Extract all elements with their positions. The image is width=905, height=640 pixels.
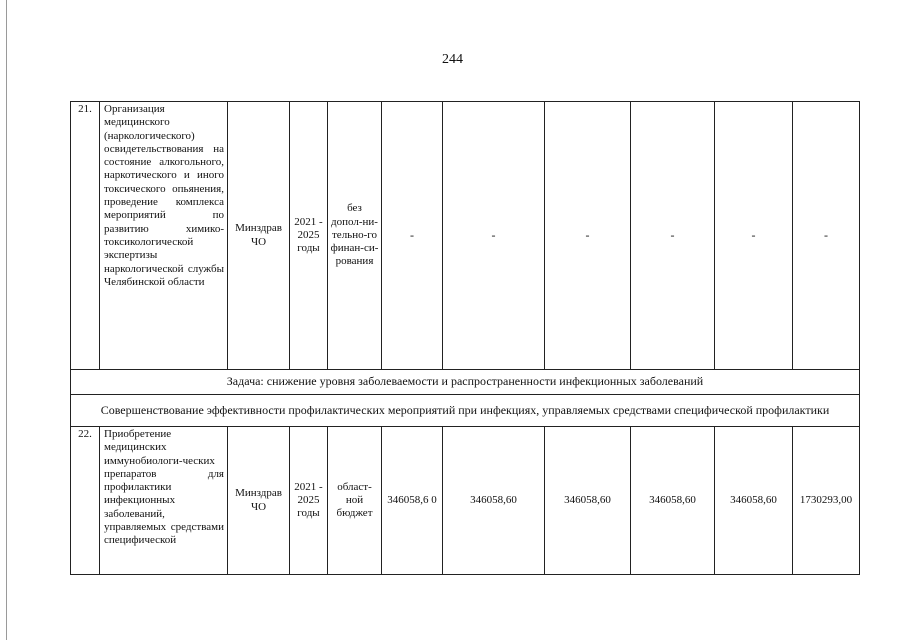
amount-cell: 346058,60 xyxy=(443,427,545,575)
period: 2021 - 2025 годы xyxy=(290,427,328,575)
task-header-row xyxy=(71,370,860,395)
program-table xyxy=(70,101,860,575)
page-number: 244 xyxy=(442,52,463,67)
amount-cell: - xyxy=(382,102,443,370)
amount-cell: 346058,6 0 xyxy=(382,427,443,575)
table-row xyxy=(71,427,860,575)
row-number: 21. xyxy=(71,102,100,370)
amount-cell: 346058,60 xyxy=(631,427,715,575)
activity-name: Организация медицинского (наркологического) освидетельствования на состояние алкогольного, наркотического и иного токсического опьянения, проведение комплекса мероприятий по развитию химико-токсикологической экспертизы наркологической службы Челябинской области xyxy=(100,102,228,370)
amount-cell: 346058,60 xyxy=(545,427,631,575)
table-row xyxy=(71,102,860,370)
period: 2021 - 2025 годы xyxy=(290,102,328,370)
amount-cell: 346058,60 xyxy=(715,427,793,575)
subtask-header-row xyxy=(71,395,860,427)
row-number: 22. xyxy=(71,427,100,575)
funding-source: област-ной бюджет xyxy=(328,427,382,575)
funding-source: без допол-ни-тельно-го финан-си-рования xyxy=(328,102,382,370)
executor: Минздрав ЧО xyxy=(228,427,290,575)
amount-total-cell: 1730293,00 xyxy=(793,427,860,575)
activity-name: Приобретение медицинских иммунобиологи-ческих препаратов для профилактики инфекционных заболеваний, управляемых средствами специфической xyxy=(100,427,228,575)
amount-cell: - xyxy=(631,102,715,370)
subtask-header: Совершенствование эффективности профилактических мероприятий при инфекциях, управляемых средствами специфической профилактики xyxy=(71,395,860,427)
amount-total-cell: - xyxy=(793,102,860,370)
amount-cell: - xyxy=(715,102,793,370)
scan-edge-line xyxy=(6,0,7,640)
executor: Минздрав ЧО xyxy=(228,102,290,370)
amount-cell: - xyxy=(545,102,631,370)
amount-cell: - xyxy=(443,102,545,370)
task-header: Задача: снижение уровня заболеваемости и распространенности инфекционных заболеваний xyxy=(71,370,860,395)
